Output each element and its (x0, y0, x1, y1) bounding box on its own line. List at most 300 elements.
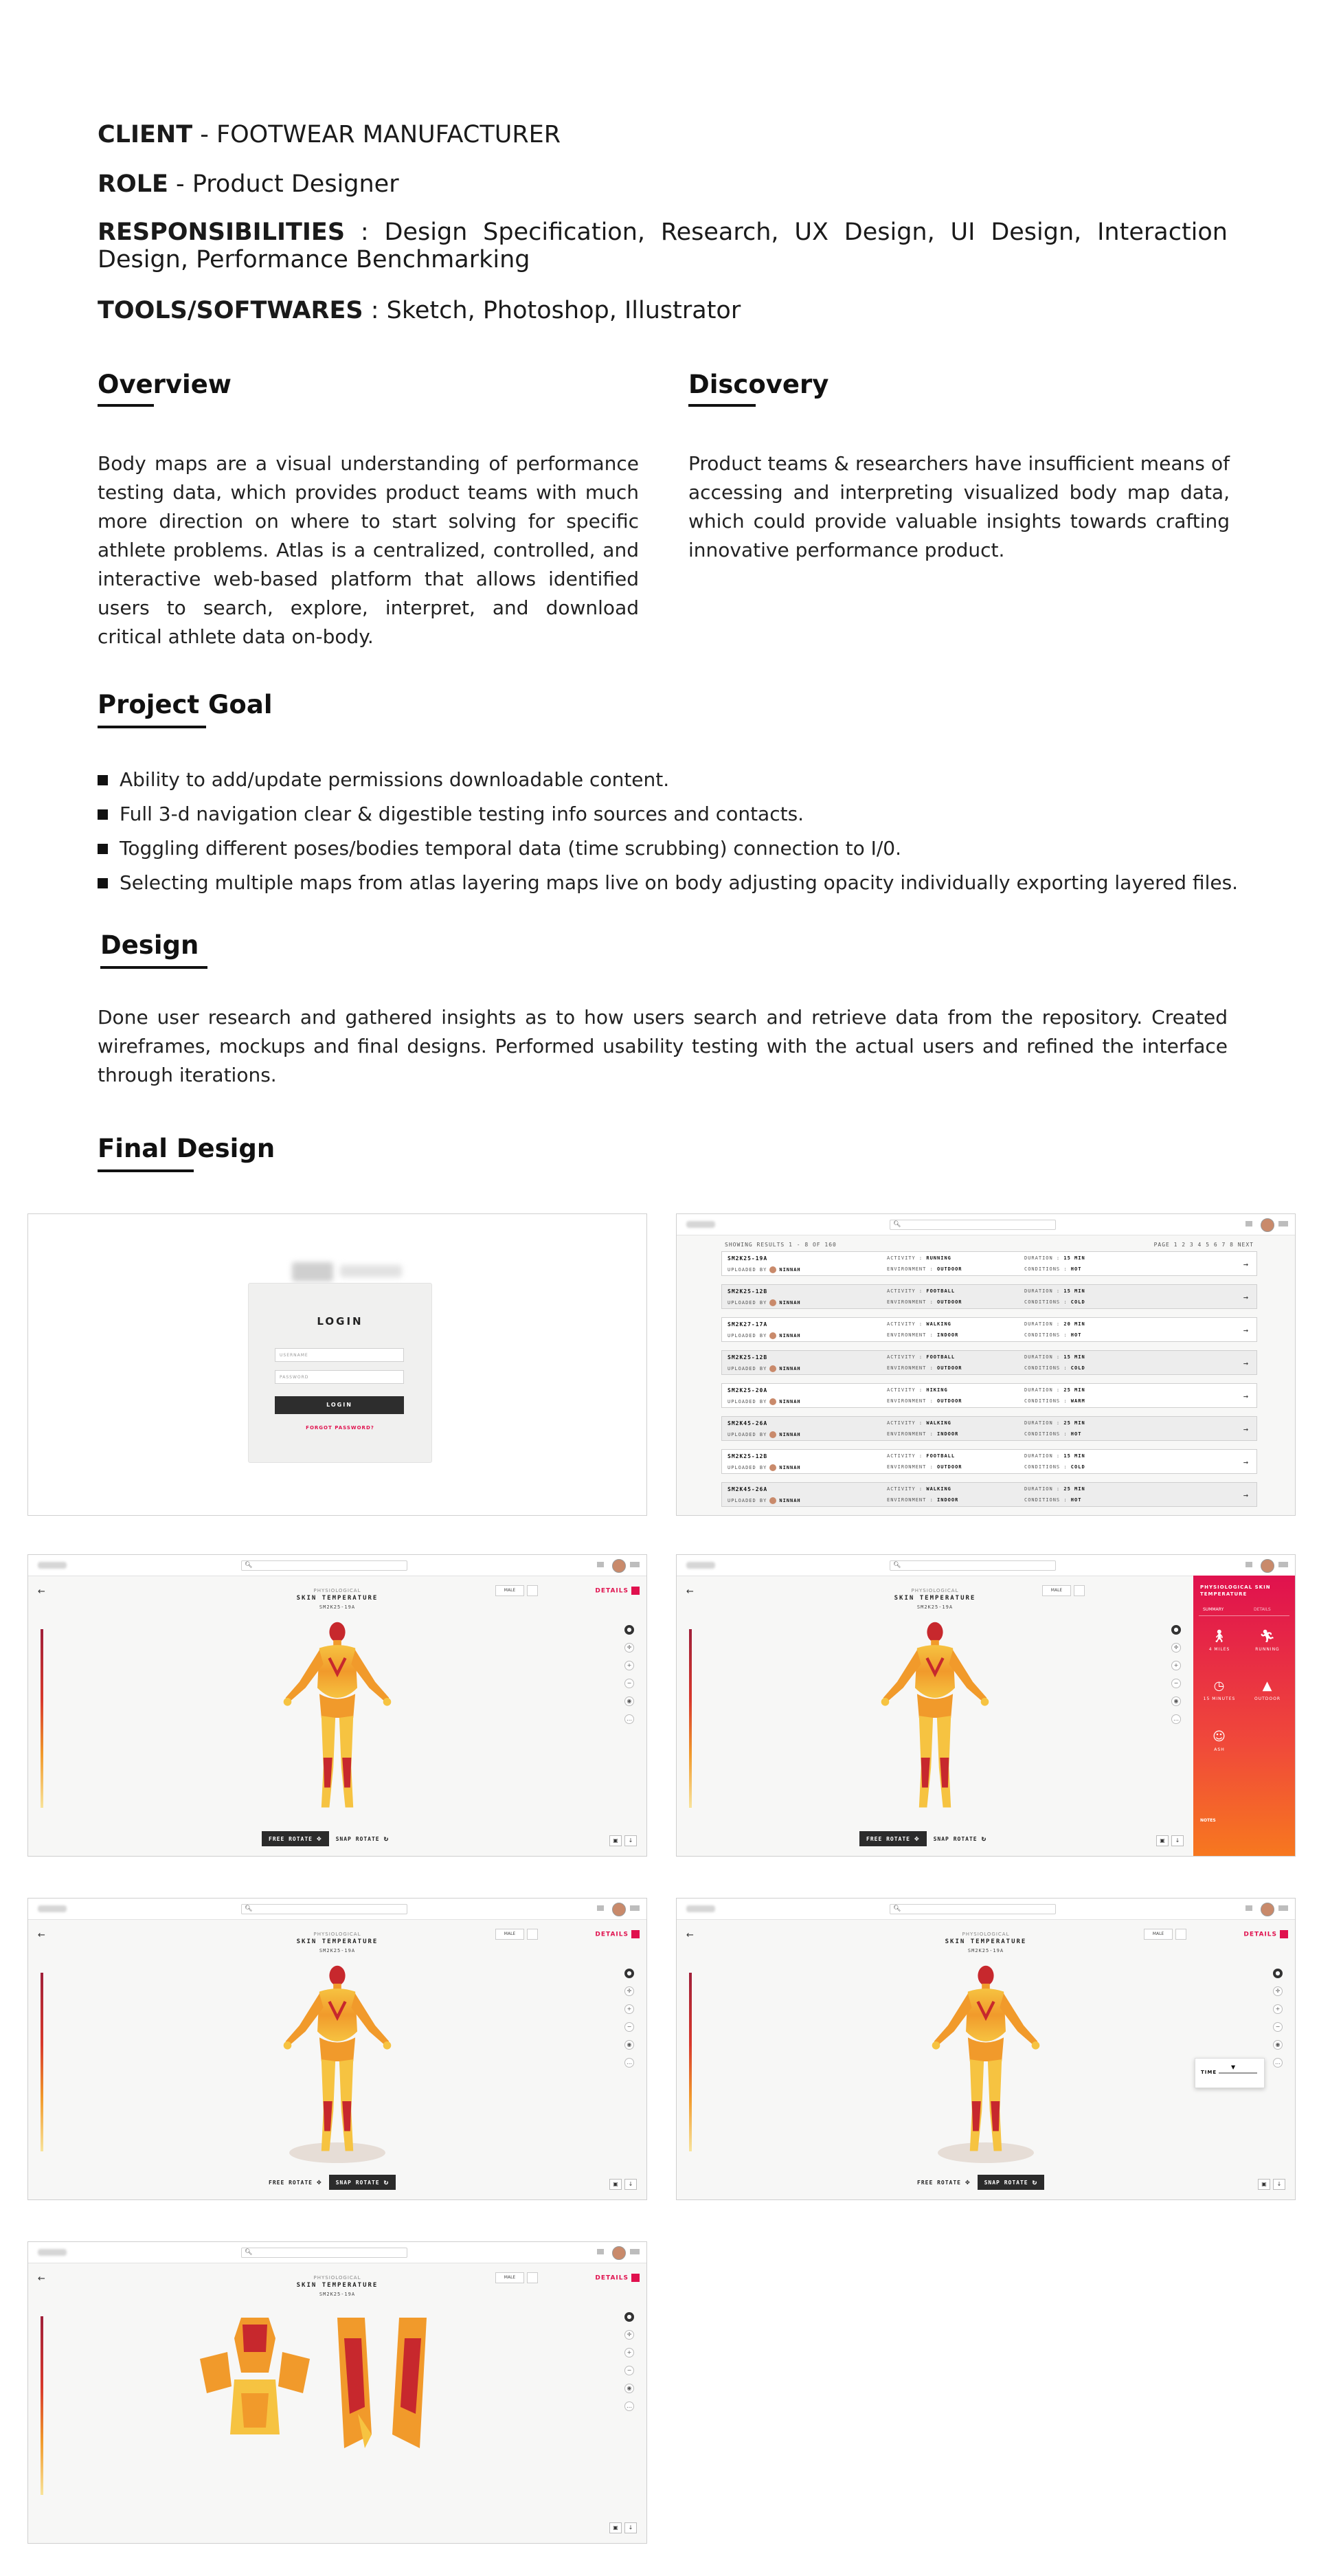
top-bar (677, 1214, 1295, 1235)
temperature-scale (41, 1629, 43, 1808)
result-activity: ACTIVITY : HIKING (887, 1387, 948, 1393)
export-tools (607, 2519, 637, 2533)
gender-select[interactable]: MALE (495, 2272, 524, 2283)
result-uploader: UPLOADED BY NINNAH (728, 1300, 801, 1306)
zoom-in-icon[interactable]: + (624, 1661, 634, 1670)
export-tools (607, 1832, 637, 1846)
time-handle-icon[interactable]: ▼ (1231, 2064, 1237, 2070)
back-arrow-icon[interactable]: ← (38, 1930, 45, 1940)
client-label: CLIENT (98, 121, 193, 148)
result-environment: ENVIRONMENT : OUTDOOR (887, 1266, 962, 1272)
map-code: SM2K25-19A (319, 2292, 356, 2297)
uploader-avatar (769, 1431, 776, 1438)
details-toggle[interactable]: DETAILS (595, 1930, 640, 1938)
app-logo (38, 1562, 67, 1569)
uploader-avatar (769, 1299, 776, 1306)
result-conditions: CONDITIONS : WARM (1024, 1398, 1085, 1404)
overview-text: Body maps are a visual understanding of performance testing data, which provides product teams with much more direction on where to start solving for specific athlete problems. Atlas is a centralized, controlled, and interactive web-based platform that allows identified users to search, explore, interpret, and download critical athlete data on-body. (98, 452, 639, 648)
result-activity: ACTIVITY : WALKING (887, 1321, 951, 1327)
download-icon[interactable]: ↓ (1273, 2179, 1285, 2190)
result-conditions: CONDITIONS : COLD (1024, 1464, 1085, 1470)
layers-icon[interactable]: ● (1273, 1969, 1283, 1978)
discovery-text: Product teams & researchers have insufficient means of accessing and interpreting visualized body map data, which could provide valuable insights towards crafting innovative performance product. (688, 452, 1230, 561)
notification-icon[interactable] (1245, 1221, 1252, 1227)
move-icon[interactable]: ✛ (1171, 1643, 1181, 1653)
duration-stat: ◷ 15 MINUTES (1199, 1679, 1240, 1701)
zoom-in-icon[interactable]: + (1273, 2004, 1283, 2014)
view-tools (1272, 1969, 1284, 2076)
snap-rotate-icon: ↻ (383, 2177, 390, 2186)
user-avatar[interactable] (1261, 1559, 1274, 1573)
download-icon[interactable]: ↓ (1171, 1835, 1184, 1846)
details-icon (631, 1930, 640, 1938)
result-row[interactable] (721, 1416, 1257, 1441)
uploader-avatar (769, 1365, 776, 1372)
back-arrow-icon[interactable]: ← (686, 1930, 694, 1940)
goal-item (98, 763, 1265, 797)
result-environment: ENVIRONMENT : INDOOR (887, 1332, 959, 1338)
rotate-controls (262, 2174, 396, 2190)
login-button[interactable]: LOGIN (275, 1396, 404, 1414)
view-tools (623, 1625, 635, 1732)
result-row[interactable] (721, 1449, 1257, 1474)
map-category: PHYSIOLOGICAL (911, 1588, 959, 1593)
map-title: SKIN TEMPERATURE (296, 1938, 379, 1945)
layers-icon[interactable]: ● (1171, 1625, 1181, 1635)
map-code: SM2K25-19A (967, 1948, 1004, 1953)
result-row[interactable] (721, 1482, 1257, 1507)
download-icon[interactable]: ↓ (624, 1835, 637, 1846)
viewer-details-panel-screenshot (676, 1554, 1296, 1857)
map-title: SKIN TEMPERATURE (296, 1595, 379, 1602)
role-line (98, 169, 399, 199)
athlete-stat: ☺ ASH (1199, 1729, 1240, 1752)
result-activity: ACTIVITY : FOOTBALL (887, 1453, 956, 1459)
figure-wrap (917, 1962, 1055, 2164)
back-arrow-icon[interactable]: ← (38, 1587, 45, 1597)
arrow-right-icon[interactable]: → (1243, 1457, 1248, 1467)
more-icon[interactable]: … (1171, 1714, 1181, 1724)
details-toggle[interactable]: DETAILS (595, 1587, 640, 1595)
chevron-down-icon[interactable] (527, 2272, 538, 2283)
search-icon: 🔍︎ (245, 1905, 253, 1912)
gender-select[interactable]: MALE (495, 1929, 524, 1940)
time-track[interactable] (1219, 2072, 1257, 2074)
uploader-avatar (769, 1332, 776, 1339)
notification-icon[interactable] (597, 1562, 604, 1567)
export-tools (1255, 2175, 1285, 2190)
download-icon[interactable]: ↓ (624, 2522, 637, 2533)
map-category: PHYSIOLOGICAL (313, 1588, 361, 1593)
tab-summary[interactable]: SUMMARY (1203, 1607, 1224, 1612)
figure-wrap (866, 1618, 1004, 1820)
flat-body-map[interactable] (200, 2311, 475, 2462)
result-uploader: UPLOADED BY NINNAH (728, 1399, 801, 1404)
viewer-free-rotate-screenshot (27, 1554, 647, 1857)
arrow-right-icon[interactable]: → (1243, 1325, 1248, 1335)
map-title: SKIN TEMPERATURE (296, 2282, 379, 2289)
more-icon[interactable]: … (624, 1714, 634, 1724)
camera-icon[interactable]: ▣ (1258, 2179, 1270, 2190)
role-label: ROLE (98, 170, 168, 198)
move-icon[interactable]: ✛ (624, 1643, 634, 1653)
time-label: TIME (1201, 2070, 1217, 2075)
uploader-avatar (769, 1497, 776, 1504)
flat-map-wrap (200, 2311, 475, 2465)
login-screenshot (27, 1213, 647, 1516)
app-logo (38, 2249, 67, 2256)
responsibilities-label: RESPONSIBILITIES (98, 219, 346, 246)
result-environment: ENVIRONMENT : OUTDOOR (887, 1464, 962, 1470)
visibility-icon[interactable]: ◉ (1273, 2040, 1283, 2050)
result-environment: ENVIRONMENT : OUTDOOR (887, 1299, 962, 1305)
result-id: SM2K45-26A (728, 1486, 768, 1492)
discovery-heading: Discovery (688, 370, 829, 399)
layers-icon[interactable]: ● (624, 1625, 634, 1635)
result-row[interactable] (721, 1284, 1257, 1309)
panel-title: PHYSIOLOGICAL SKIN TEMPERATURE (1200, 1584, 1271, 1597)
zoom-out-icon[interactable]: − (1273, 2022, 1283, 2032)
snap-rotate-icon: ↻ (383, 1834, 390, 1843)
details-toggle[interactable]: DETAILS (1243, 1930, 1288, 1938)
pagination[interactable]: PAGE 1 2 3 4 5 6 7 8 NEXT (1153, 1242, 1254, 1248)
overview-underline (98, 404, 154, 407)
goal-text: Full 3-d navigation clear & digestible testing info sources and contacts. (120, 803, 804, 825)
snap-rotate-button[interactable]: SNAP ROTATE ↻ (329, 1831, 396, 1846)
result-row[interactable] (721, 1251, 1257, 1276)
tab-details[interactable]: DETAILS (1254, 1607, 1271, 1612)
search-icon: 🔍︎ (893, 1221, 901, 1228)
map-title: SKIN TEMPERATURE (945, 1938, 1027, 1945)
temperature-scale (41, 1973, 43, 2151)
details-icon (631, 1587, 640, 1595)
camera-icon[interactable]: ▣ (609, 2179, 622, 2190)
result-id: SM2K25-19A (728, 1255, 768, 1262)
logout-icon[interactable] (1278, 1905, 1288, 1911)
results-count: SHOWING RESULTS 1 - 8 OF 160 (725, 1242, 837, 1248)
bullet-square-icon (98, 775, 108, 785)
temperature-scale (689, 1973, 692, 2151)
visibility-icon[interactable]: ◉ (624, 2384, 634, 2393)
search-input[interactable] (241, 2248, 407, 2258)
more-icon[interactable]: … (1273, 2058, 1283, 2068)
tools-value: Sketch, Photoshop, Illustrator (386, 297, 741, 324)
final-design-heading: Final Design (98, 1134, 275, 1163)
result-row[interactable] (721, 1317, 1257, 1342)
user-avatar[interactable] (612, 1559, 626, 1573)
responsibilities-value: Design Specification, Research, UX Design, UI Design, Interaction Design, Performance Benchmarking (98, 219, 1228, 273)
result-conditions: CONDITIONS : COLD (1024, 1365, 1085, 1371)
snap-rotate-button[interactable]: SNAP ROTATE ↻ (978, 2175, 1045, 2190)
results-list-screenshot (676, 1213, 1296, 1516)
arrow-right-icon[interactable]: → (1243, 1424, 1248, 1434)
responsibilities-line (98, 219, 1228, 273)
gender-select[interactable]: MALE (1042, 1585, 1071, 1596)
map-code: SM2K25-19A (319, 1948, 356, 1953)
top-bar (28, 2242, 646, 2263)
more-icon[interactable]: … (624, 2058, 634, 2068)
project-goal-list (98, 763, 1265, 900)
map-category: PHYSIOLOGICAL (962, 1931, 1010, 1937)
layers-icon[interactable]: ● (624, 1969, 634, 1978)
panel-notes: NOTES (1200, 1818, 1216, 1823)
result-id: SM2K25-12B (728, 1453, 768, 1459)
camera-icon[interactable]: ▣ (609, 2522, 622, 2533)
username-field[interactable]: USERNAME (275, 1348, 404, 1362)
tools-sep: : (363, 297, 387, 324)
chevron-down-icon[interactable] (1074, 1585, 1085, 1596)
chevron-down-icon[interactable] (1175, 1929, 1186, 1940)
top-bar (677, 1555, 1295, 1576)
result-id: SM2K45-26A (728, 1420, 768, 1426)
body-map-figure[interactable] (917, 1962, 1055, 2161)
avatar-icon: ☺ (1213, 1729, 1226, 1744)
body-map-figure[interactable] (866, 1618, 1004, 1817)
notification-icon[interactable] (597, 2249, 604, 2254)
result-duration: DURATION : 20 MIN (1024, 1321, 1085, 1327)
visibility-icon[interactable]: ◉ (1171, 1696, 1181, 1706)
goal-item (98, 831, 1265, 866)
details-icon (1280, 1930, 1288, 1938)
result-duration: DURATION : 25 MIN (1024, 1420, 1085, 1426)
view-tools (623, 2312, 635, 2419)
figure-wrap (269, 1962, 406, 2164)
role-sep: - (168, 170, 192, 198)
logout-icon[interactable] (1278, 1221, 1288, 1227)
map-code: SM2K25-19A (319, 1604, 356, 1610)
figure-wrap (269, 1618, 406, 1820)
zoom-in-icon[interactable]: + (624, 2004, 634, 2014)
move-icon[interactable]: ✛ (624, 2330, 634, 2340)
free-rotate-icon: ✥ (316, 1834, 322, 1843)
zoom-out-icon[interactable]: − (624, 2022, 634, 2032)
goal-item (98, 866, 1265, 900)
viewer-snap-rotate-screenshot (27, 1898, 647, 2200)
search-icon: 🔍︎ (245, 1562, 253, 1569)
brand-logo-blurred (271, 1255, 416, 1281)
result-uploader: UPLOADED BY NINNAH (728, 1498, 801, 1503)
app-logo (38, 1905, 67, 1912)
viewer-flat-map-screenshot (27, 2241, 647, 2544)
zoom-in-icon[interactable]: + (624, 2348, 634, 2357)
client-value: FOOTWEAR MANUFACTURER (216, 121, 561, 148)
top-bar (28, 1899, 646, 1920)
temperature-scale (689, 1629, 692, 1808)
result-environment: ENVIRONMENT : OUTDOOR (887, 1365, 962, 1371)
free-rotate-button[interactable]: FREE ROTATE ✥ (859, 1831, 927, 1846)
discovery-underline (688, 404, 756, 407)
client-sep: - (192, 121, 216, 148)
app-logo (686, 1221, 715, 1228)
notification-icon[interactable] (1245, 1905, 1252, 1911)
back-arrow-icon[interactable]: ← (686, 1587, 694, 1597)
view-tools (623, 1969, 635, 2076)
search-icon: 🔍︎ (893, 1905, 901, 1912)
layers-icon[interactable]: ● (624, 2312, 634, 2322)
result-environment: ENVIRONMENT : INDOOR (887, 1431, 959, 1437)
more-icon[interactable]: … (624, 2401, 634, 2411)
forgot-password-link[interactable]: FORGOT PASSWORD? (306, 1425, 374, 1431)
search-input[interactable] (890, 1560, 1056, 1571)
export-tools (607, 2175, 637, 2190)
panel-tabs (1199, 1606, 1289, 1616)
password-field[interactable]: PASSWORD (275, 1370, 404, 1384)
details-icon (631, 2274, 640, 2282)
result-uploader: UPLOADED BY NINNAH (728, 1333, 801, 1339)
notification-icon[interactable] (597, 1905, 604, 1911)
camera-icon[interactable]: ▣ (1156, 1835, 1169, 1846)
result-conditions: CONDITIONS : HOT (1024, 1497, 1082, 1503)
result-duration: DURATION : 15 MIN (1024, 1354, 1085, 1360)
result-duration: DURATION : 15 MIN (1024, 1453, 1085, 1459)
result-id: SM2K27-17A (728, 1321, 768, 1328)
result-activity: ACTIVITY : FOOTBALL (887, 1288, 956, 1294)
search-input[interactable] (241, 1904, 407, 1914)
result-row[interactable] (721, 1383, 1257, 1408)
result-uploader: UPLOADED BY NINNAH (728, 1465, 801, 1470)
logout-icon[interactable] (630, 1562, 640, 1567)
logout-icon[interactable] (630, 2249, 640, 2254)
overview-heading: Overview (98, 370, 232, 399)
back-arrow-icon[interactable]: ← (38, 2274, 45, 2284)
gender-select[interactable]: MALE (1144, 1929, 1173, 1940)
result-duration: DURATION : 15 MIN (1024, 1288, 1085, 1294)
user-avatar[interactable] (1261, 1218, 1274, 1232)
move-icon[interactable]: ✛ (1273, 1986, 1283, 1996)
snap-rotate-button[interactable]: SNAP ROTATE ↻ (927, 1831, 994, 1846)
result-activity: ACTIVITY : RUNNING (887, 1255, 951, 1261)
rotate-controls (859, 1830, 993, 1846)
user-avatar[interactable] (1261, 1903, 1274, 1916)
result-id: SM2K25-20A (728, 1387, 768, 1393)
clock-icon: ◷ (1213, 1679, 1226, 1693)
top-bar (28, 1555, 646, 1576)
snap-rotate-button[interactable]: SNAP ROTATE ↻ (329, 2175, 396, 2190)
arrow-right-icon[interactable]: → (1243, 1259, 1248, 1269)
view-tools (1170, 1625, 1182, 1732)
final-design-underline (98, 1169, 194, 1172)
export-tools (1153, 1832, 1184, 1846)
distance-stat: 🚶︎ 4 MILES (1199, 1629, 1240, 1652)
result-duration: DURATION : 15 MIN (1024, 1255, 1085, 1261)
user-avatar[interactable] (612, 1903, 626, 1916)
map-category: PHYSIOLOGICAL (313, 1931, 361, 1937)
free-rotate-icon: ✥ (316, 2177, 322, 2186)
goal-text: Selecting multiple maps from atlas layering maps live on body adjusting opacity individually exporting layered files. (120, 871, 1239, 894)
project-goal-heading: Project Goal (98, 690, 273, 719)
result-conditions: CONDITIONS : HOT (1024, 1431, 1082, 1437)
body-map-figure[interactable] (269, 1618, 406, 1817)
logout-icon[interactable] (630, 1905, 640, 1911)
details-toggle[interactable]: DETAILS (595, 2274, 640, 2282)
project-goal-underline (98, 726, 206, 728)
visibility-icon[interactable]: ◉ (624, 2040, 634, 2050)
viewer-time-scrub-screenshot (676, 1898, 1296, 2200)
arrow-right-icon[interactable]: → (1243, 1292, 1248, 1302)
environment-stat: ▲ OUTDOOR (1247, 1679, 1288, 1701)
uploader-avatar (769, 1398, 776, 1405)
design-underline (100, 966, 207, 969)
result-environment: ENVIRONMENT : INDOOR (887, 1497, 959, 1503)
result-activity: ACTIVITY : WALKING (887, 1486, 951, 1492)
result-conditions: CONDITIONS : HOT (1024, 1266, 1082, 1272)
user-avatar[interactable] (612, 2246, 626, 2260)
result-id: SM2K25-12B (728, 1354, 768, 1360)
rotate-controls (910, 2174, 1044, 2190)
result-uploader: UPLOADED BY NINNAH (728, 1267, 801, 1273)
runner-icon: 🏃︎ (1259, 1629, 1276, 1644)
search-input[interactable] (890, 1904, 1056, 1914)
map-category: PHYSIOLOGICAL (313, 2275, 361, 2281)
arrow-right-icon[interactable]: → (1243, 1490, 1248, 1500)
logout-icon[interactable] (1278, 1562, 1288, 1567)
zoom-out-icon[interactable]: − (624, 1679, 634, 1688)
notification-icon[interactable] (1245, 1562, 1252, 1567)
tent-icon: ▲ (1262, 1679, 1273, 1693)
activity-stat: 🏃︎ RUNNING (1247, 1629, 1288, 1652)
gender-select[interactable]: MALE (495, 1585, 524, 1596)
zoom-in-icon[interactable]: + (1171, 1661, 1181, 1670)
arrow-right-icon[interactable]: → (1243, 1358, 1248, 1368)
free-rotate-button[interactable]: FREE ROTATE ✥ (910, 2175, 978, 2190)
result-activity: ACTIVITY : FOOTBALL (887, 1354, 956, 1360)
snap-rotate-icon: ↻ (981, 1834, 987, 1843)
zoom-out-icon[interactable]: − (624, 2366, 634, 2375)
camera-icon[interactable]: ▣ (609, 1835, 622, 1846)
search-icon: 🔍︎ (893, 1562, 901, 1569)
chevron-down-icon[interactable] (527, 1929, 538, 1940)
search-input[interactable] (890, 1220, 1056, 1230)
result-row[interactable] (721, 1350, 1257, 1375)
result-conditions: CONDITIONS : HOT (1024, 1332, 1082, 1338)
time-scrubber[interactable] (1195, 2058, 1265, 2088)
design-heading: Design (100, 930, 199, 960)
tools-label: TOOLS/SOFTWARES (98, 297, 363, 324)
person-icon: 🚶︎ (1211, 1629, 1228, 1644)
zoom-out-icon[interactable]: − (1171, 1679, 1181, 1688)
arrow-right-icon[interactable]: → (1243, 1391, 1248, 1401)
login-card (248, 1283, 432, 1463)
free-rotate-icon: ✥ (914, 1834, 920, 1843)
map-code: SM2K25-19A (916, 1604, 954, 1610)
free-rotate-button[interactable]: FREE ROTATE ✥ (262, 2175, 329, 2190)
result-activity: ACTIVITY : WALKING (887, 1420, 951, 1426)
result-uploader: UPLOADED BY NINNAH (728, 1432, 801, 1437)
snap-rotate-icon: ↻ (1032, 2177, 1038, 2186)
chevron-down-icon[interactable] (527, 1585, 538, 1596)
role-value: Product Designer (192, 170, 399, 198)
free-rotate-button[interactable]: FREE ROTATE ✥ (262, 1831, 329, 1846)
body-map-figure[interactable] (269, 1962, 406, 2161)
result-id: SM2K25-12B (728, 1288, 768, 1295)
rotate-controls (262, 1830, 396, 1846)
result-uploader: UPLOADED BY NINNAH (728, 1366, 801, 1371)
goal-item (98, 797, 1265, 831)
temperature-scale (41, 2316, 43, 2495)
details-panel (1193, 1576, 1295, 1856)
app-logo (686, 1905, 715, 1912)
goal-text: Ability to add/update permissions downloadable content. (120, 768, 670, 791)
visibility-icon[interactable]: ◉ (624, 1696, 634, 1706)
result-conditions: CONDITIONS : COLD (1024, 1299, 1085, 1305)
download-icon[interactable]: ↓ (624, 2179, 637, 2190)
bullet-square-icon (98, 809, 108, 820)
bullet-square-icon (98, 844, 108, 854)
search-input[interactable] (241, 1560, 407, 1571)
move-icon[interactable]: ✛ (624, 1986, 634, 1996)
bullet-square-icon (98, 878, 108, 888)
responsibilities-sep: : (345, 219, 385, 246)
